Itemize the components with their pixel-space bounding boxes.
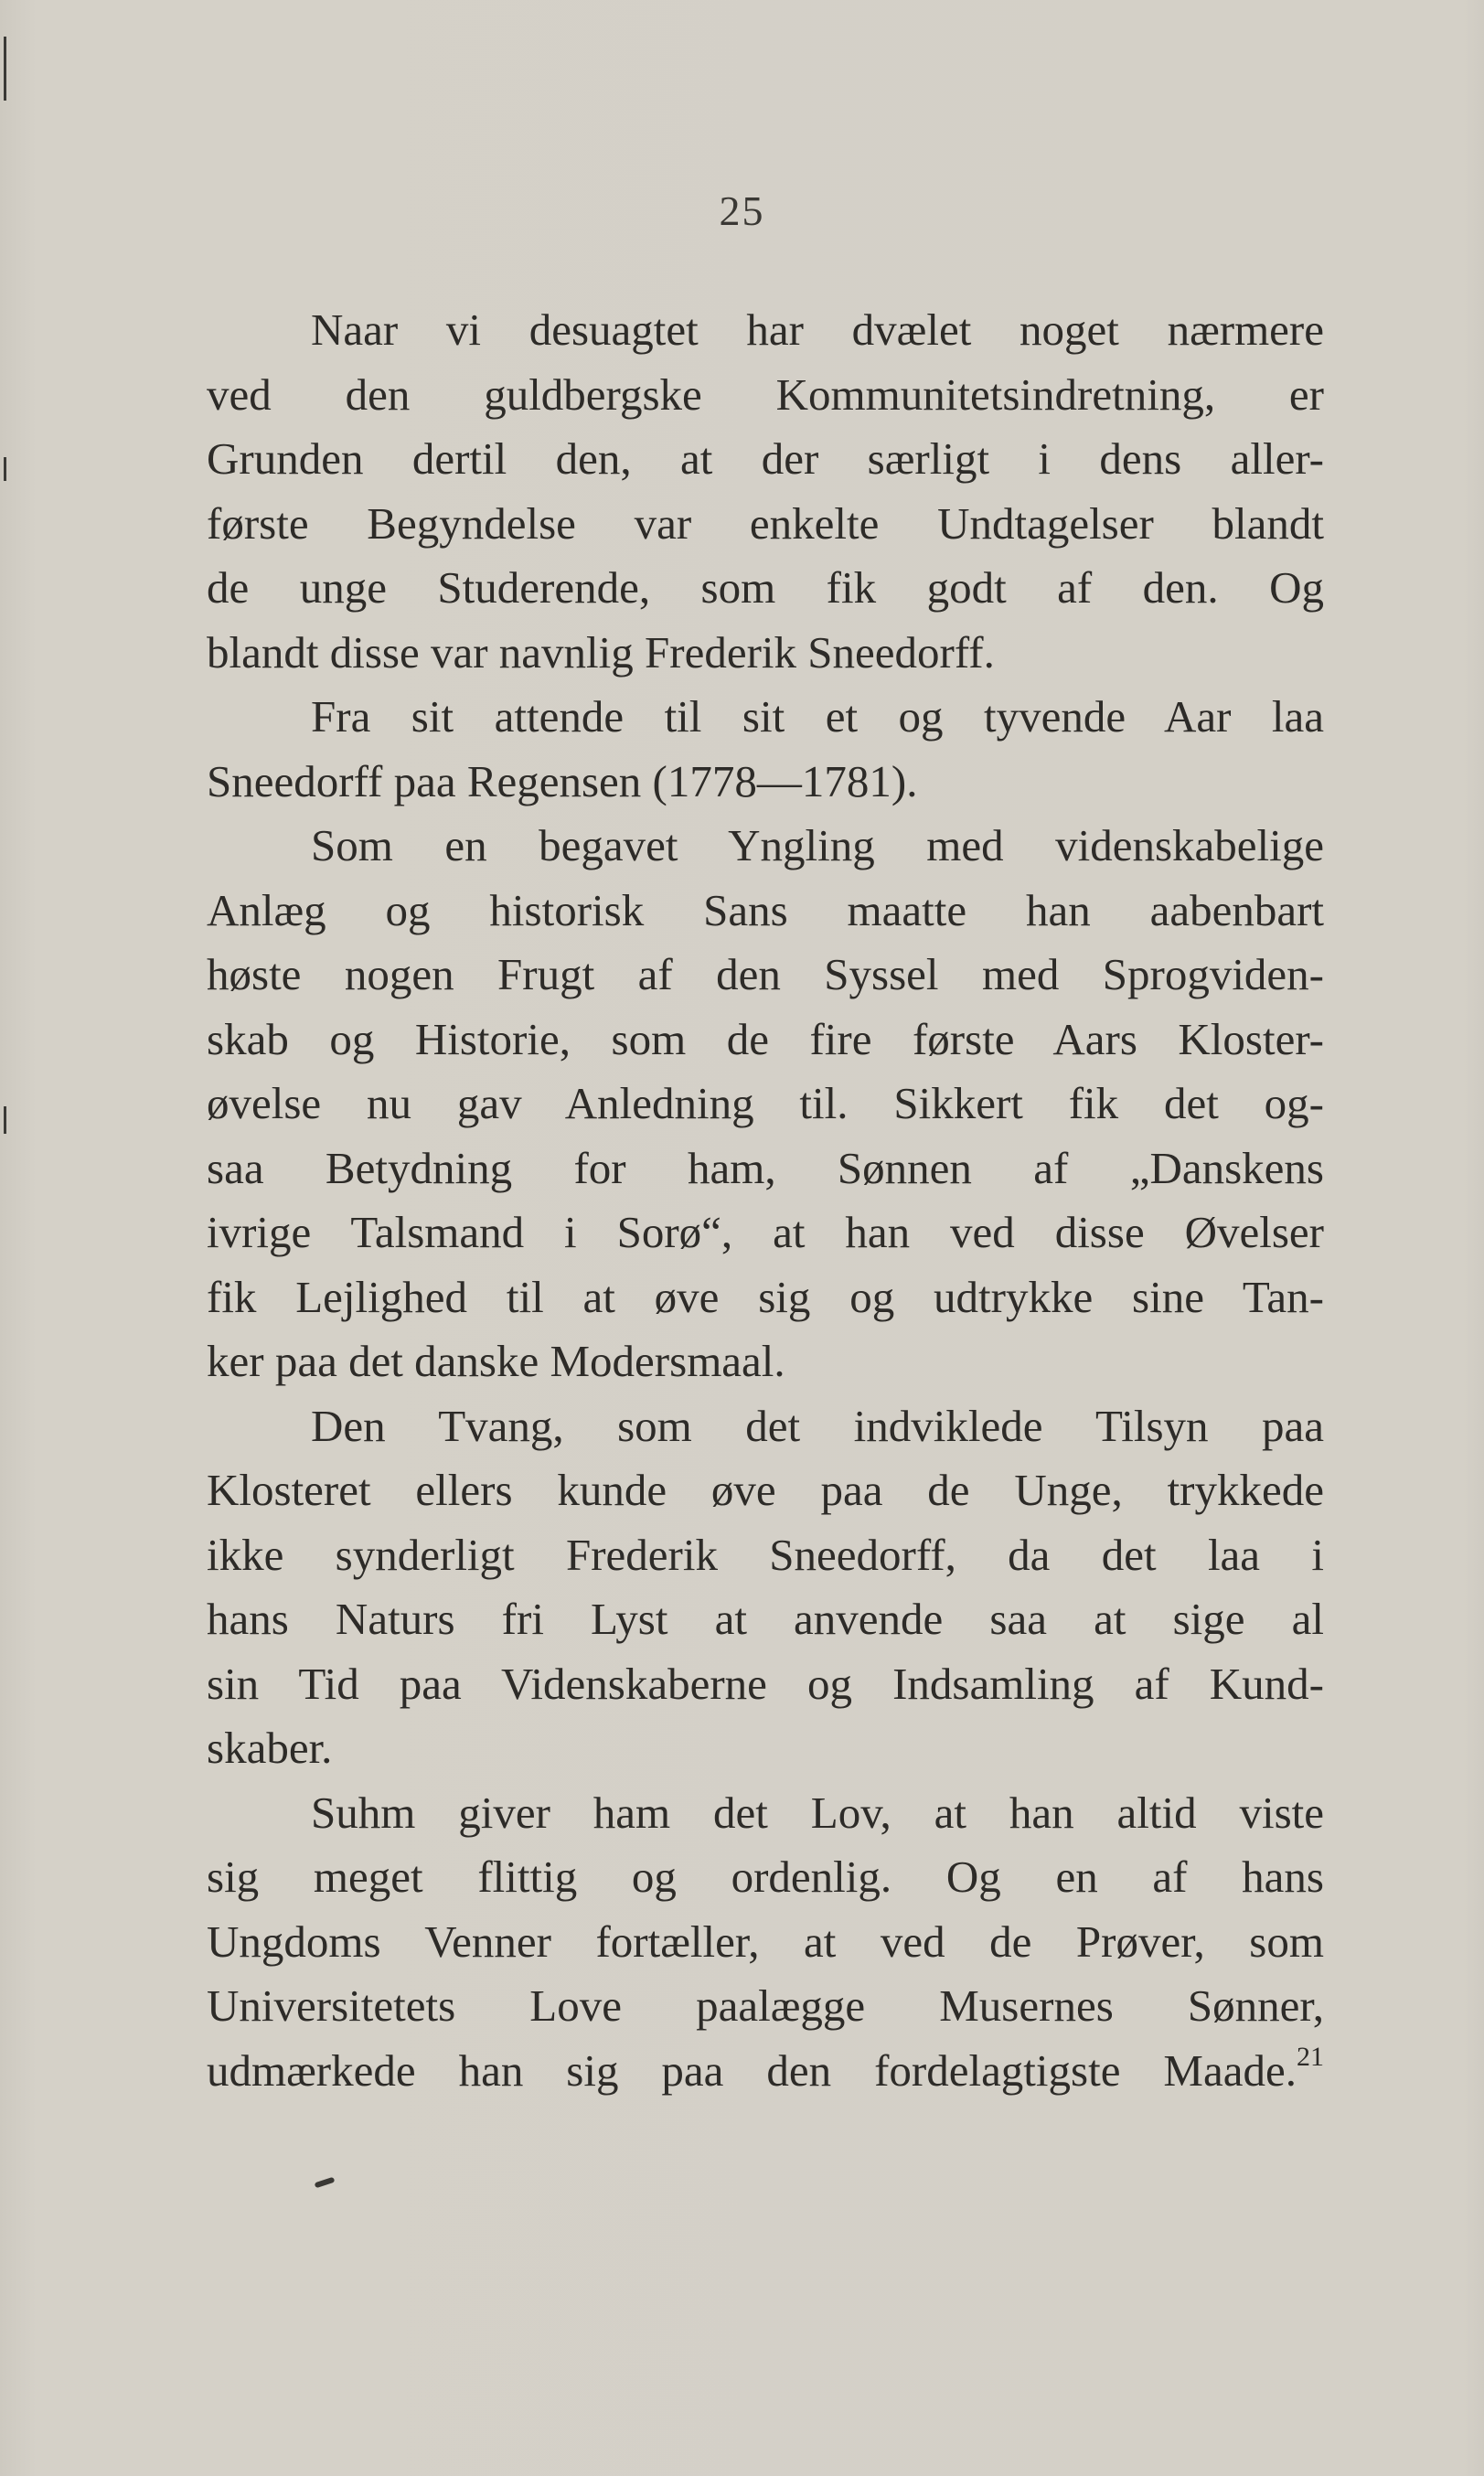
text-line: blandt disse var navnlig Frederik Sneedorff.: [207, 626, 995, 678]
body-text: [207, 298, 1324, 2103]
text-line: sig meget flittig og ordenlig. Og en af hans: [207, 1852, 1324, 1902]
text-line: Suhm giver ham det Lov, at han altid viste: [311, 1787, 1324, 1838]
text-line: fik Lejlighed til at øve sig og udtrykke sine Tan-: [207, 1271, 1324, 1322]
text-line: saa Betydning for ham, Sønnen af „Danskens: [207, 1142, 1324, 1193]
text-line: Ungdoms Venner fortæller, at ved de Prøver, som: [207, 1916, 1324, 1967]
text-line: første Begyndelse var enkelte Undtagelser blandt: [207, 497, 1324, 549]
text-line: øvelse nu gav Anledning til. Sikkert fik det og-: [207, 1078, 1324, 1128]
text-line: Sneedorff paa Regensen (1778—1781).: [207, 755, 918, 806]
text-line: ikke synderligt Frederik Sneedorff, da det laa i: [207, 1529, 1324, 1580]
text-line-content: udmærkede han sig paa den fordelagtigste Maade.: [207, 2044, 1297, 2096]
text-line: Som en begavet Yngling med videnskabelige: [311, 820, 1324, 870]
footnote-reference: 21: [1297, 2041, 1324, 2072]
text-line: skaber.: [207, 1723, 333, 1773]
text-line: Grunden dertil den, at der særligt i dens aller-: [207, 433, 1324, 484]
text-line: høste nogen Frugt af den Syssel med Sprogviden-: [207, 949, 1324, 999]
binding-edge-mark: [4, 1106, 6, 1134]
text-line: ker paa det danske Modersmaal.: [207, 1336, 785, 1386]
text-line: Den Tvang, som det indviklede Tilsyn paa: [311, 1400, 1324, 1451]
text-line: Klosteret ellers kunde øve paa de Unge, trykkede: [207, 1465, 1324, 1515]
text-line: ved den guldbergske Kommunitetsindretning, er: [207, 368, 1324, 420]
text-line: sin Tid paa Videnskaberne og Indsamling af Kund-: [207, 1658, 1324, 1709]
text-line: de unge Studerende, som fik godt af den. Og: [207, 562, 1324, 613]
text-line: skab og Historie, som de fire første Aars Kloster-: [207, 1013, 1324, 1064]
text-line: hans Naturs fri Lyst at anvende saa at sige al: [207, 1594, 1324, 1644]
page-number: 25: [719, 187, 765, 234]
text-line: Naar vi desuagtet har dvælet noget nærmere: [311, 304, 1324, 355]
text-line: ivrige Talsmand i Sorø“, at han ved disse Øvelser: [207, 1207, 1324, 1257]
text-line: Universitetets Love paalægge Musernes Sønner,: [207, 1980, 1324, 2031]
text-line: Fra sit attende til sit et og tyvende Aar laa: [311, 691, 1324, 742]
binding-edge-mark: [4, 37, 6, 101]
text-line-with-footnote: [207, 2039, 1324, 2104]
text-line: Anlæg og historisk Sans maatte han aabenbart: [207, 884, 1324, 935]
binding-edge-mark: [4, 457, 6, 481]
ink-speck: [315, 2177, 336, 2189]
